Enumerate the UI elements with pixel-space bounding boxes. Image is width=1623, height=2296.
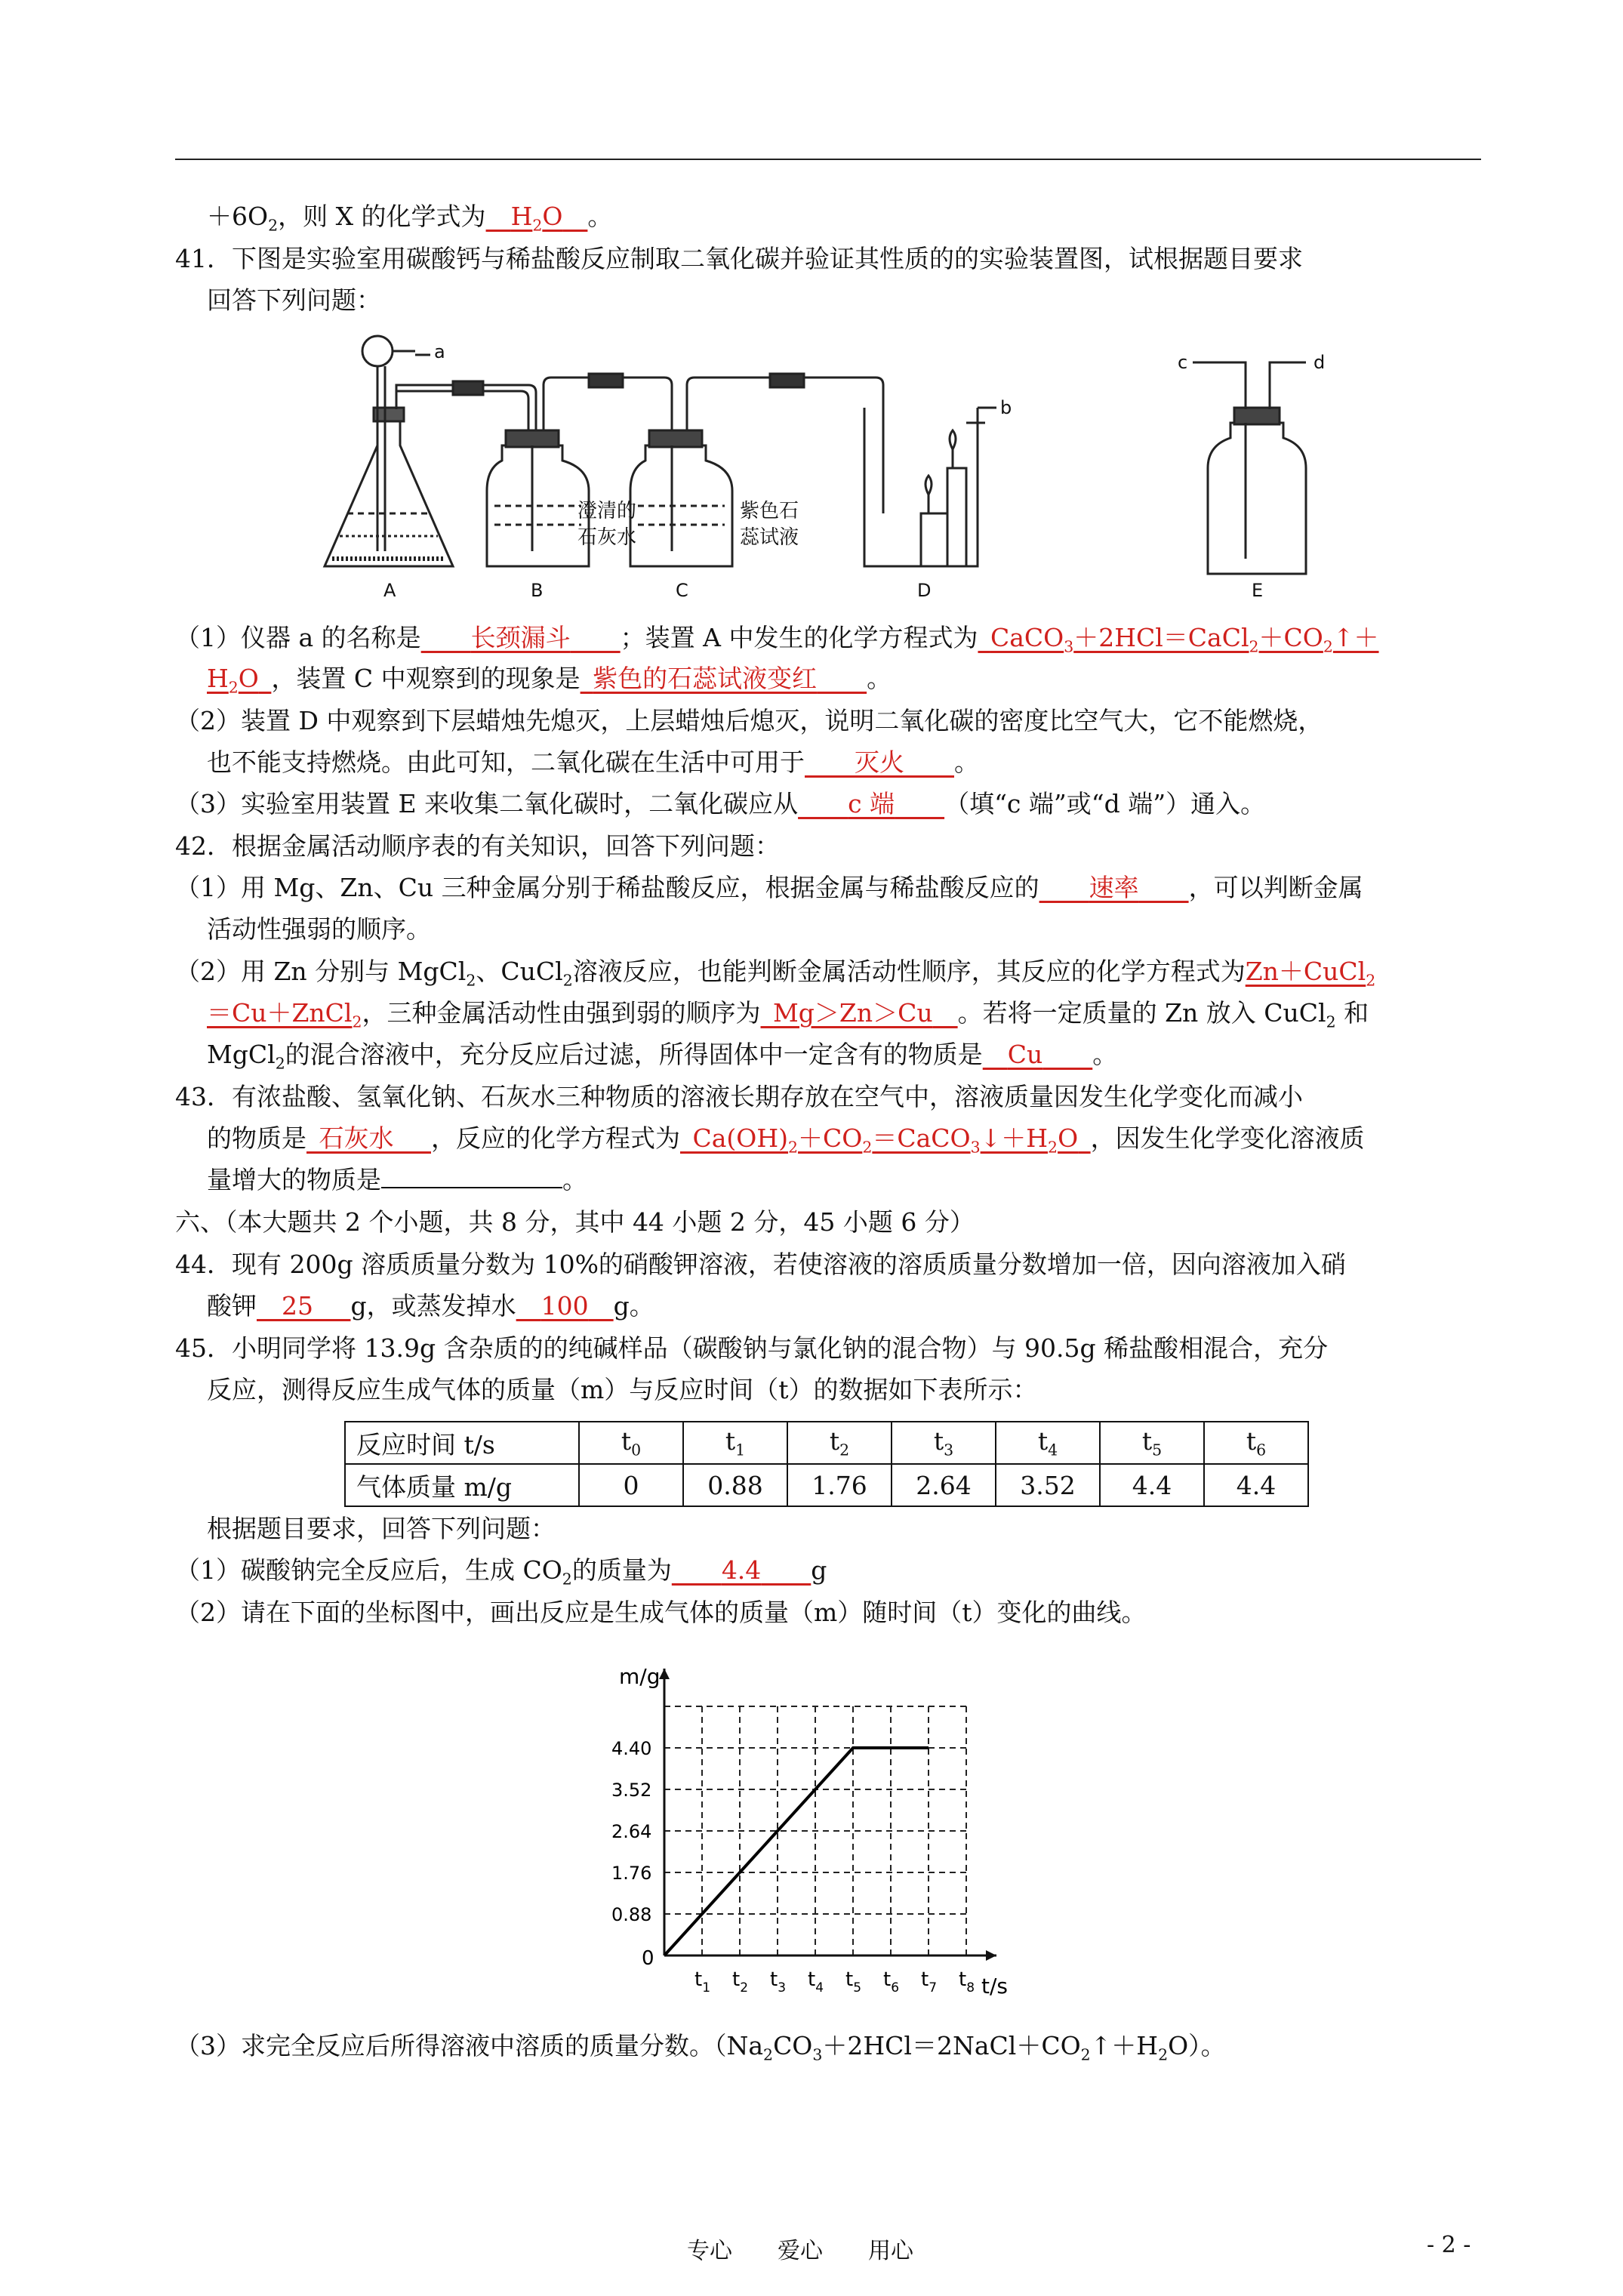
origin-label: 0 <box>642 1947 654 1970</box>
q45-stem-2: 反应，测得反应生成气体的质量（m）与反应时间（t）的数据如下表所示： <box>207 1375 1038 1404</box>
section-6-header: 六、（本大题共 2 个小题，共 8 分，其中 44 小题 2 分，45 小题 6 分） <box>175 1207 975 1237</box>
footer-motto: 专心 爱心 用心 <box>687 2238 913 2264</box>
label-C-text2: 蕊试液 <box>740 526 799 549</box>
table-cell: 0 <box>579 1464 683 1506</box>
x-axis-arrow <box>986 1950 996 1961</box>
x-tick-label: $t_2$ <box>732 1968 749 1996</box>
q41-stem-2: 回答下列问题： <box>207 285 381 315</box>
x-tick-label: $t_1$ <box>694 1968 711 1996</box>
x-axis-label: t/s <box>981 1974 1008 1999</box>
table-head-mass: 气体质量 m/g <box>345 1464 579 1506</box>
q42-part1: （1）用 Mg、Zn、Cu 三种金属分别于稀盐酸反应，根据金属与稀盐酸反应的 速率 ，可以判断金属 <box>175 873 1363 902</box>
label-B: B <box>531 580 544 601</box>
q41-stem: 41．下图是实验室用碳酸钙与稀盐酸反应制取二氧化碳并验证其性质的的实验装置图，试根据题目要求 <box>175 244 1303 273</box>
q45-part2: （2）请在下面的坐标图中，画出反应是生成气体的质量（m）随时间（t）变化的曲线。 <box>175 1598 1147 1627</box>
q45-part3: （3）求完全反应后所得溶液中溶质的质量分数。$(Na_2CO_3+2HCl=2NaCl+CO_2↑+H_2O)$。 <box>175 2031 1226 2064</box>
apparatus-figure <box>302 332 1344 604</box>
q41-part1-cont: $H_2O$ ，装置 C 中观察到的现象是 紫色的石蕊试液变红 。 <box>207 664 892 697</box>
table-cell: $t_4$ <box>996 1422 1100 1464</box>
line-x-formula: $+6O_2$，则 X 的化学式为 $H_2O$ 。 <box>207 202 613 235</box>
y-axis-label: m/g <box>619 1664 661 1689</box>
label-c: c <box>1178 352 1188 373</box>
q42-part2-cont: ＝Cu＋ZnCl$_2$，三种金属活动性由强到弱的顺序为 Mg＞Zn＞Cu 。若将一定质量的 Zn 放入 CuCl$_2$ 和 <box>207 998 1369 1031</box>
y-tick-label: 3.52 <box>611 1780 652 1801</box>
q44-stem: 44．现有 200g 溶质质量分数为 10%的硝酸钾溶液，若使溶液的溶质质量分数增加一倍，因向溶液加入硝 <box>175 1250 1346 1279</box>
x-tick-label: $t_7$ <box>921 1968 938 1996</box>
label-E: E <box>1252 580 1264 601</box>
q45-instruction: 根据题目要求，回答下列问题： <box>207 1514 556 1543</box>
q42-part2-cont2: MgCl$_2$的混合溶液中，充分反应后过滤，所得固体中一定含有的物质是 Cu 。 <box>207 1040 1118 1073</box>
q42-part1-cont: 活动性强弱的顺序。 <box>207 914 431 944</box>
q43-stem: 43．有浓盐酸、氢氧化钠、石灰水三种物质的溶液长期存放在空气中，溶液质量因发生化学变化而减小 <box>175 1082 1303 1111</box>
table-cell: $t_2$ <box>787 1422 892 1464</box>
table-cell: 4.4 <box>1100 1464 1204 1506</box>
table-cell: $t_1$ <box>683 1422 787 1464</box>
y-tick-label: 1.76 <box>611 1863 652 1884</box>
table-row <box>345 1464 1308 1506</box>
label-a: a <box>434 341 445 362</box>
q43-cont: 的物质是 石灰水 ，反应的化学方程式为 $Ca(OH)_2+CO_2=CaCO_3↓+H_2O$ ，因发生化学变化溶液质 <box>207 1123 1365 1157</box>
table-cell: 2.64 <box>892 1464 996 1506</box>
q45-part1: （1）碳酸钠完全反应后，生成 $CO_2$的质量为 4.4 g <box>175 1555 827 1589</box>
x-tick-label: $t_5$ <box>845 1968 862 1996</box>
label-C-text1: 紫色石 <box>740 500 799 522</box>
label-A: A <box>383 580 396 601</box>
label-D: D <box>917 580 932 601</box>
y-tick-label: 4.40 <box>611 1738 652 1759</box>
table-row <box>345 1422 1308 1464</box>
x-tick-label: $t_4$ <box>808 1968 824 1996</box>
label-d: d <box>1313 352 1326 373</box>
y-tick-label: 2.64 <box>611 1821 652 1842</box>
x-tick-label: $t_6$ <box>883 1968 900 1996</box>
y-tick-label: 0.88 <box>611 1904 652 1925</box>
table-cell: 4.4 <box>1204 1464 1308 1506</box>
q45-stem: 45．小明同学将 13.9g 含杂质的的纯碱样品（碳酸钠与氯化钠的混合物）与 90.5g 稀盐酸相混合，充分 <box>175 1333 1329 1363</box>
q41-part2-cont: 也不能支持燃烧。由此可知，二氧化碳在生活中可用于 灭火 。 <box>207 747 979 777</box>
x-tick-label: $t_8$ <box>959 1968 975 1996</box>
table-cell: $t_6$ <box>1204 1422 1308 1464</box>
q41-part2: （2）装置 D 中观察到下层蜡烛先熄灭，上层蜡烛后熄灭，说明二氧化碳的密度比空气大，它不能燃烧， <box>175 706 1323 735</box>
label-b: b <box>1000 397 1012 418</box>
q41-part3: （3）实验室用装置 E 来收集二氧化碳时，二氧化碳应从 c 端 （填“c 端”或“d 端”）通入。 <box>175 789 1266 818</box>
table-head-time: 反应时间 t/s <box>345 1422 579 1464</box>
table-cell: 0.88 <box>683 1464 787 1506</box>
reaction-data-table <box>344 1421 1309 1507</box>
header-rule <box>175 159 1481 160</box>
y-axis-arrow <box>659 1669 670 1679</box>
table-cell: $t_5$ <box>1100 1422 1204 1464</box>
label-B-text1: 澄清的 <box>577 500 637 522</box>
series-line <box>664 1748 929 1955</box>
q42-part2: （2）用 Zn 分别与 MgCl$_2$、CuCl$_2$溶液反应，也能判断金属活动性顺序，其反应的化学方程式为Zn＋CuCl$_2$ <box>175 957 1376 990</box>
q44-cont: 酸钾 25 g，或蒸发掉水 100 g。 <box>207 1291 654 1321</box>
table-cell: $t_3$ <box>892 1422 996 1464</box>
x-tick-label: $t_3$ <box>770 1968 787 1996</box>
q43-cont2: 量增大的物质是 。 <box>207 1165 587 1194</box>
q42-stem: 42．根据金属活动顺序表的有关知识，回答下列问题： <box>175 831 780 861</box>
table-cell: 1.76 <box>787 1464 892 1506</box>
label-B-text2: 石灰水 <box>577 526 637 549</box>
label-C: C <box>676 580 688 601</box>
mass-time-chart <box>589 1653 1072 2008</box>
page-number: - 2 - <box>1427 2232 1471 2258</box>
q41-part1: （1）仪器 a 的名称是 长颈漏斗 ；装置 A 中发生的化学方程式为 $CaCO_3+2HCl=CaCl_2+CO_2↑+$ <box>175 623 1379 656</box>
table-cell: 3.52 <box>996 1464 1100 1506</box>
table-cell: $t_0$ <box>579 1422 683 1464</box>
